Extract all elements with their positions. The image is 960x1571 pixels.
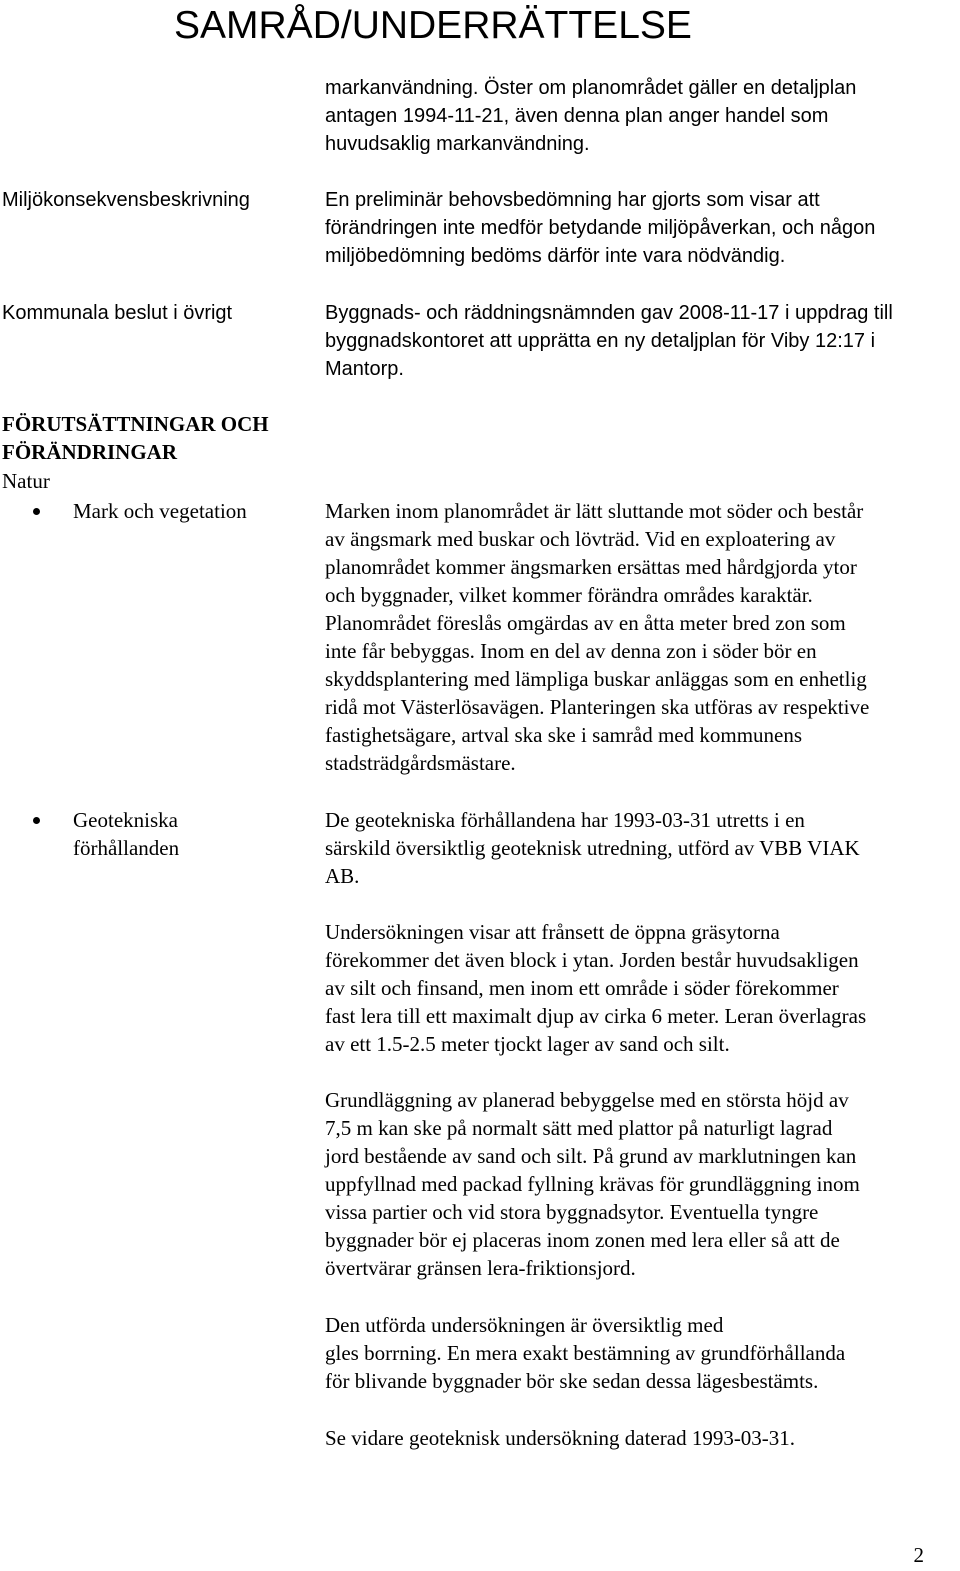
mark-line: ridå mot Västerlösavägen. Planteringen ska utföras av respektive	[325, 695, 870, 719]
geo-p3-line: Grundläggning av planerad bebyggelse med en största höjd av	[325, 1088, 849, 1112]
geo-p1-line: De geotekniska förhållandena har 1993-03-31 utretts i en	[325, 808, 805, 832]
beslut-line: Mantorp.	[325, 358, 404, 380]
mark-line: Marken inom planområdet är lätt sluttande mot söder och består	[325, 499, 864, 523]
beslut-label: Kommunala beslut i övrigt	[2, 302, 233, 324]
geo-p2-line: förekommer det även block i ytan. Jorden består huvudsakligen	[325, 948, 859, 972]
geo-label: förhållanden	[73, 836, 180, 860]
mark-line: stadsträdgårdsmästare.	[325, 751, 516, 775]
geo-p2-line: Undersökningen visar att frånsett de öppna gräsytorna	[325, 920, 780, 944]
section-heading: FÖRUTSÄTTNINGAR OCH	[2, 412, 269, 436]
section-heading: FÖRÄNDRINGAR	[2, 440, 177, 464]
geo-p4-line: gles borrning. En mera exakt bestämning av grundförhållanda	[325, 1341, 846, 1365]
geo-p3-line: övertvärar gränsen lera-friktionsjord.	[325, 1256, 636, 1280]
geo-p4-line: Den utförda undersökningen är översiktlig med	[325, 1313, 724, 1337]
bullet-icon	[33, 508, 40, 515]
geo-p3-line: jord bestående av sand och silt. På grund av marklutningen kan	[325, 1144, 857, 1168]
geo-p2-line: av ett 1.5-2.5 meter tjockt lager av sand och silt.	[325, 1032, 730, 1056]
geo-p1-line: särskild översiktlig geoteknisk utredning, utförd av VBB VIAK	[325, 836, 860, 860]
mark-line: fastighetsägare, artval ska ske i samråd med kommunens	[325, 723, 803, 747]
beslut-line: byggnadskontoret att upprätta en ny detaljplan för Viby 12:17 i	[325, 330, 876, 352]
geo-p3-line: byggnader bör ej placeras inom zonen med lera eller så att de	[325, 1228, 840, 1252]
mkb-line: miljöbedömning bedöms därför inte vara nödvändig.	[325, 245, 786, 267]
mark-line: av ängsmark med buskar och lövträd. Vid en exploatering av	[325, 527, 836, 551]
intro-line: markanvändning. Öster om planområdet gäller en detaljplan	[325, 77, 857, 99]
geo-p4-line: för blivande byggnader bör ske sedan dessa lägesbestämts.	[325, 1369, 819, 1393]
mark-line: och byggnader, vilket kommer förändra områdes karaktär.	[325, 583, 813, 607]
document-title: SAMRÅD/UNDERRÄTTELSE	[174, 4, 692, 47]
mark-line: planområdet kommer ängsmarken ersättas med hårdgjorda ytor	[325, 555, 857, 579]
geo-p3-line: uppfyllnad med packad fyllning krävas för grundläggning inom	[325, 1172, 860, 1196]
page-number: 2	[913, 1543, 924, 1567]
mkb-line: En preliminär behovsbedömning har gjorts som visar att	[325, 189, 820, 211]
mark-line: inte får bebyggas. Inom en del av denna zon i söder bör en	[325, 639, 817, 663]
section-subheading: Natur	[2, 469, 50, 493]
beslut-line: Byggnads- och räddningsnämnden gav 2008-11-17 i uppdrag till	[325, 302, 893, 324]
mkb-label: Miljökonsekvensbeskrivning	[2, 189, 250, 211]
bullet-icon	[33, 817, 40, 824]
geo-p3-line: 7,5 m kan ske på normalt sätt med plattor på naturligt lagrad	[325, 1116, 833, 1140]
intro-line: antagen 1994-11-21, även denna plan anger handel som	[325, 105, 829, 127]
intro-line: huvudsaklig markanvändning.	[325, 133, 590, 155]
mark-line: Planområdet föreslås omgärdas av en åtta meter bred zon som	[325, 611, 846, 635]
mark-label: Mark och vegetation	[73, 499, 247, 523]
geo-p2-line: av silt och finsand, men inom ett område i söder förekommer	[325, 976, 839, 1000]
geo-label: Geotekniska	[73, 808, 178, 832]
mkb-line: förändringen inte medför betydande miljöpåverkan, och någon	[325, 217, 876, 239]
geo-p1-line: AB.	[325, 864, 360, 888]
geo-p5-line: Se vidare geoteknisk undersökning daterad 1993-03-31.	[325, 1426, 796, 1450]
geo-p2-line: fast lera till ett maximalt djup av cirka 6 meter. Leran överlagras	[325, 1004, 867, 1028]
mark-line: skyddsplantering med lämpliga buskar anläggas som en enhetlig	[325, 667, 867, 691]
geo-p3-line: vissa partier och vid stora byggnadsytor. Eventuella tyngre	[325, 1200, 819, 1224]
